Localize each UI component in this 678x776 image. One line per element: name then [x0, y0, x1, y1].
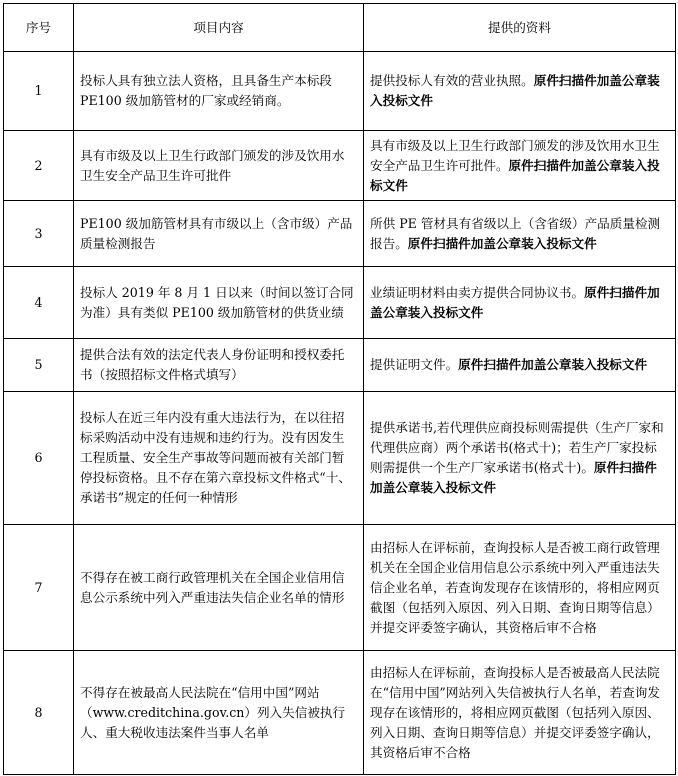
- qualification-table: [3, 3, 676, 775]
- docs-bold: 原件扫描件加盖公章装入投标文件: [407, 235, 597, 251]
- row-num: 5: [4, 339, 74, 392]
- row-item: 不得存在被工商行政管理机关在全国企业信用信息公示系统中列入严重违法失信企业名单的情形: [74, 525, 364, 651]
- row-num: 7: [4, 525, 74, 651]
- row-item: PE100 级加筋管材具有市级以上（含市级）产品质量检测报告: [74, 201, 364, 267]
- docs-bold: 原件扫描件加盖公章装入投标文件: [370, 157, 660, 193]
- table-row: [4, 392, 676, 525]
- header-item: 项目内容: [74, 4, 364, 52]
- header-num: 序号: [4, 4, 74, 52]
- docs-text: 所供 PE 管材具有省级以上（含省级）产品质量检测报告。: [370, 215, 661, 251]
- table-header-row: [4, 4, 676, 52]
- row-docs: [364, 131, 676, 201]
- docs-text: 由招标人在评标前，查询投标人是否被最高人民法院在“信用中国”网站列入失信被执行人名单，若查询发现存在该情形的，将相应网页截图（包括列入原因、列入日期、查询日期等信息）并提交评委签字确认，其资格后审不合格: [370, 664, 660, 760]
- row-docs: [364, 651, 676, 775]
- row-docs: [364, 525, 676, 651]
- table-row: [4, 651, 676, 775]
- docs-bold: 原件扫描件加盖公章装入投标文件: [370, 460, 657, 495]
- table-row: [4, 525, 676, 651]
- docs-bold: 原件扫描件加盖公章装入投标文件: [370, 284, 660, 320]
- table-row: [4, 201, 676, 267]
- row-docs: [364, 392, 676, 525]
- row-docs: [364, 339, 676, 392]
- table-row: [4, 339, 676, 392]
- docs-text: 提供承诺书,若代理供应商投标则需提供（生产厂家和代理供应商）两个承诺书(格式十)；若生产厂家投标则需提供一个生产厂家承诺书(格式十)。: [370, 420, 664, 475]
- row-item: 具有市级及以上卫生行政部门颁发的涉及饮用水卫生安全产品卫生许可批件: [74, 131, 364, 201]
- row-docs: [364, 52, 676, 131]
- docs-text: 由招标人在评标前，查询投标人是否被工商行政管理机关在全国企业信用信息公示系统中列入严重违法失信企业名单，若查询发现存在该情形的，将相应网页截图（包括列入原因、列入日期、查询日期等信息）并提交评委签字确认，其资格后审不合格: [370, 539, 660, 635]
- row-docs: [364, 267, 676, 339]
- docs-text: 提供证明文件。: [370, 357, 459, 372]
- row-item: 不得存在被最高人民法院在“信用中国”网站（www.creditchina.gov.cn）列入失信被执行人、重大税收违法案件当事人名单: [74, 651, 364, 775]
- table-row: [4, 267, 676, 339]
- row-item: 投标人 2019 年 8 月 1 日以来（时间以签订合同为准）具有类似 PE100 级加筋管材的供货业绩: [74, 267, 364, 339]
- row-num: 8: [4, 651, 74, 775]
- table-row: [4, 52, 676, 131]
- header-docs: 提供的资料: [364, 4, 676, 52]
- row-num: 4: [4, 267, 74, 339]
- row-item: 投标人在近三年内没有重大违法行为，在以往招标采购活动中没有违规和违约行为。没有因发生工程质量、安全生产事故等问题而被有关部门暂停投标资格。且不存在第六章投标文件格式“十、承诺书”规定的任何一种情形: [74, 392, 364, 525]
- row-docs: [364, 201, 676, 267]
- row-num: 3: [4, 201, 74, 267]
- table-row: [4, 131, 676, 201]
- row-num: 6: [4, 392, 74, 525]
- docs-text: 提供投标人有效的营业执照。: [370, 73, 534, 88]
- row-num: 2: [4, 131, 74, 201]
- docs-text: 具有市级及以上卫生行政部门颁发的涉及饮用水卫生安全产品卫生许可批件。: [370, 137, 660, 173]
- docs-bold: 原件扫描件加盖公章装入投标文件: [370, 73, 660, 108]
- row-num: 1: [4, 52, 74, 131]
- row-item: 投标人具有独立法人资格，且具备生产本标段 PE100 级加筋管材的厂家或经销商。: [74, 52, 364, 131]
- docs-bold: 原件扫描件加盖公章装入投标文件: [458, 357, 648, 372]
- row-item: 提供合法有效的法定代表人身份证明和授权委托书（按照招标文件格式填写）: [74, 339, 364, 392]
- docs-text: 业绩证明材料由卖方提供合同协议书。: [370, 284, 585, 300]
